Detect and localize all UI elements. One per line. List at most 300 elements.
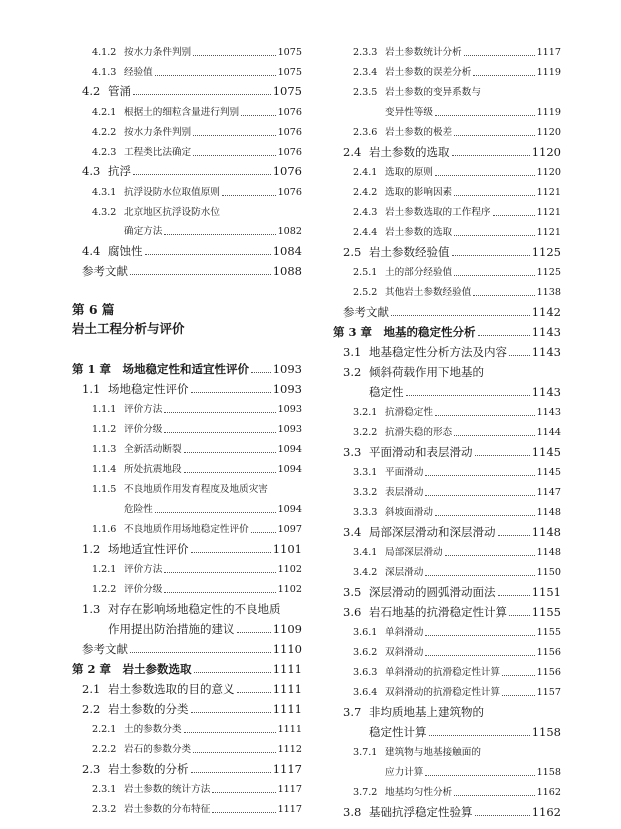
entry-title: 作用提出防治措施的建议 — [108, 621, 235, 636]
page-number: 1101 — [272, 541, 302, 556]
page-number: 1117 — [277, 784, 302, 796]
dot-leader — [429, 735, 530, 736]
page-number: 1157 — [536, 687, 561, 699]
entry-title: 岩土参数的选取 — [369, 144, 450, 159]
page-number: 1120 — [531, 144, 561, 159]
chapter-entry — [333, 324, 561, 339]
entry-title: 评价分级 — [124, 424, 163, 436]
page-number: 1125 — [531, 244, 561, 259]
dot-leader — [155, 512, 276, 513]
page-number: 1144 — [536, 427, 561, 439]
dot-leader — [193, 155, 275, 156]
entry-title: 平面滑动 — [385, 467, 424, 479]
entry-title: 表层滑动 — [385, 487, 424, 499]
page-number: 1117 — [277, 804, 302, 816]
toc-entry — [62, 148, 302, 158]
toc-entry — [62, 465, 302, 475]
entry-title: 评价方法 — [124, 564, 163, 576]
entry-title: 岩土参数统计分析 — [385, 47, 462, 59]
entry-title: 深层滑动的圆弧滑动面法 — [369, 584, 496, 599]
entry-title: 应力计算 — [385, 767, 424, 779]
entry-number: 3.3 — [343, 444, 362, 459]
toc-entry — [62, 525, 302, 535]
toc-entry — [62, 381, 302, 396]
dot-leader — [164, 412, 275, 413]
page-number: 1084 — [272, 243, 302, 258]
page-number: 1076 — [277, 147, 302, 159]
page-number: 1138 — [536, 287, 561, 299]
toc-entry — [333, 68, 561, 78]
toc-entry — [62, 188, 302, 198]
entry-title: 场地适宜性评价 — [108, 541, 189, 556]
entry-title: 管涌 — [108, 83, 131, 98]
entry-number: 1.2 — [82, 541, 101, 556]
dot-leader — [464, 55, 535, 56]
toc-entry — [333, 364, 561, 379]
entry-title: 岩土参数的分布特征 — [124, 804, 211, 816]
toc-entry — [62, 83, 302, 98]
entry-title: 岩石的参数分类 — [124, 744, 192, 756]
entry-number: 3.6.2 — [353, 647, 378, 659]
entry-number: 3.2.2 — [353, 427, 378, 439]
toc-entry — [333, 724, 561, 739]
dot-leader — [435, 515, 535, 516]
entry-title: 危险性 — [124, 504, 153, 516]
entry-title: 按水力条件判别 — [124, 127, 192, 139]
dot-leader — [184, 452, 276, 453]
entry-title: 岩土参数的极差 — [385, 127, 453, 139]
page-number: 1109 — [272, 621, 302, 636]
dot-leader — [164, 592, 275, 593]
entry-number: 3.4.2 — [353, 567, 378, 579]
entry-title: 场地稳定性评价 — [108, 381, 189, 396]
entry-number: 4.2.3 — [92, 147, 117, 159]
page-number: 1155 — [531, 604, 561, 619]
page-number: 1093 — [277, 424, 302, 436]
page-number: 1147 — [536, 487, 561, 499]
dot-leader — [191, 392, 271, 393]
page-number: 1162 — [536, 787, 561, 799]
entry-title: 变异性等级 — [385, 107, 433, 119]
entry-number: 1.1.3 — [92, 444, 117, 456]
entry-number: 3.7.1 — [353, 747, 378, 759]
dot-leader — [502, 675, 534, 676]
toc-entry — [333, 468, 561, 478]
toc-entry — [333, 768, 561, 778]
page-number: 1117 — [536, 47, 561, 59]
entry-title: 抗滑稳定性 — [385, 407, 433, 419]
entry-number: 2.3 — [82, 761, 101, 776]
entry-title: 抗浮 — [108, 163, 131, 178]
dot-leader — [498, 595, 530, 596]
dot-leader — [454, 275, 534, 276]
entry-title: 选取的原则 — [385, 167, 433, 179]
entry-number: 3.6.4 — [353, 687, 378, 699]
page-number: 1117 — [272, 761, 302, 776]
entry-title: 岩土工程分析与评价 — [72, 320, 185, 336]
page-number: 1097 — [277, 524, 302, 536]
page-number: 1148 — [536, 507, 561, 519]
dot-leader — [184, 732, 276, 733]
entry-number: 1.3 — [82, 601, 101, 616]
entry-title: 双斜滑动 — [385, 647, 424, 659]
entry-title: 腐蚀性 — [108, 243, 143, 258]
page-number: 1148 — [531, 524, 561, 539]
page-number: 1088 — [272, 263, 302, 278]
entry-title: 北京地区抗浮设防水位 — [124, 207, 220, 219]
dot-leader — [425, 495, 534, 496]
page-number: 1150 — [536, 567, 561, 579]
page-number: 1145 — [531, 444, 561, 459]
entry-title: 不良地质作用场地稳定性评价 — [124, 524, 249, 536]
toc-entry — [333, 48, 561, 58]
dot-leader — [191, 552, 271, 553]
page-number: 1121 — [536, 207, 561, 219]
toc-entry — [333, 648, 561, 658]
toc-entry — [333, 144, 561, 159]
dot-leader — [425, 575, 534, 576]
dot-leader — [509, 615, 530, 616]
entry-number: 4.2 — [82, 83, 101, 98]
dot-leader — [237, 632, 271, 633]
entry-title: 第 3 章 地基的稳定性分析 — [333, 324, 476, 339]
entry-title: 抗滑失稳的形态 — [385, 427, 453, 439]
page-number: 1075 — [277, 47, 302, 59]
toc-entry — [62, 128, 302, 138]
toc-entry — [333, 168, 561, 178]
entry-number: 1.2.2 — [92, 584, 117, 596]
entry-number: 2.2 — [82, 701, 101, 716]
entry-number: 2.2.1 — [92, 724, 117, 736]
entry-number: 3.8 — [343, 804, 362, 819]
entry-number: 3.3.2 — [353, 487, 378, 499]
page-number: 1121 — [536, 227, 561, 239]
dot-leader — [194, 672, 271, 673]
entry-title: 土的参数分类 — [124, 724, 182, 736]
entry-title: 抗浮设防水位取值原则 — [124, 187, 220, 199]
entry-number: 2.3.4 — [353, 67, 378, 79]
entry-number: 1.1.1 — [92, 404, 117, 416]
toc-entry — [333, 408, 561, 418]
entry-number: 2.1 — [82, 681, 101, 696]
page-number: 1158 — [531, 724, 561, 739]
entry-title: 其他岩土参数经验值 — [385, 287, 472, 299]
dot-leader — [435, 115, 535, 116]
entry-title: 地基稳定性分析方法及内容 — [369, 344, 507, 359]
entry-title: 第 1 章 场地稳定性和适宜性评价 — [72, 361, 250, 376]
page-number: 1093 — [277, 404, 302, 416]
toc-entry — [333, 584, 561, 599]
dot-leader — [435, 175, 535, 176]
toc-entry — [333, 788, 561, 798]
page-number: 1143 — [531, 344, 561, 359]
entry-title: 深层滑动 — [385, 567, 424, 579]
toc-entry — [333, 804, 561, 819]
entry-number: 3.2 — [343, 364, 362, 379]
entry-number: 4.1.3 — [92, 67, 117, 79]
page-number: 1125 — [536, 267, 561, 279]
toc-entry — [333, 244, 561, 259]
chapter-entry — [62, 661, 302, 676]
dot-leader — [237, 692, 271, 693]
dot-leader — [493, 215, 535, 216]
toc-entry — [62, 621, 302, 636]
dot-leader — [193, 55, 275, 56]
toc-entry — [333, 604, 561, 619]
dot-leader — [435, 415, 535, 416]
entry-number: 4.2.2 — [92, 127, 117, 139]
dot-leader — [454, 135, 534, 136]
dot-leader — [406, 395, 530, 396]
entry-title: 全新活动断裂 — [124, 444, 182, 456]
dot-leader — [191, 772, 271, 773]
entry-title: 所处抗震地段 — [124, 464, 182, 476]
part-heading — [62, 320, 302, 336]
page-number: 1119 — [536, 107, 561, 119]
page-number: 1093 — [272, 381, 302, 396]
dot-leader — [391, 315, 530, 316]
toc-entry — [62, 163, 302, 178]
dot-leader — [425, 635, 534, 636]
page-number: 1112 — [277, 744, 302, 756]
dot-leader — [473, 295, 534, 296]
chapter-entry — [62, 361, 302, 376]
entry-number: 3.1 — [343, 344, 362, 359]
toc-entry — [333, 524, 561, 539]
entry-number: 1.1.4 — [92, 464, 117, 476]
entry-number: 2.3.2 — [92, 804, 117, 816]
page-number: 1111 — [272, 701, 302, 716]
entry-number: 2.5.2 — [353, 287, 378, 299]
page-number: 1120 — [536, 127, 561, 139]
toc-entry — [333, 288, 561, 298]
dot-leader — [193, 752, 275, 753]
entry-number: 4.3 — [82, 163, 101, 178]
toc-entry — [62, 761, 302, 776]
page-number: 1156 — [536, 647, 561, 659]
toc-entry — [62, 485, 302, 495]
page-number: 1162 — [531, 804, 561, 819]
entry-number: 3.4 — [343, 524, 362, 539]
dot-leader — [454, 195, 534, 196]
toc-entry — [62, 745, 302, 755]
page-number: 1110 — [272, 641, 302, 656]
entry-title: 土的部分经验值 — [385, 267, 453, 279]
entry-title: 局部深层滑动 — [385, 547, 443, 559]
entry-title: 局部深层滑动和深层滑动 — [369, 524, 496, 539]
dot-leader — [193, 135, 275, 136]
toc-entry — [62, 541, 302, 556]
toc-entry — [62, 505, 302, 515]
page-number: 1102 — [277, 564, 302, 576]
entry-title: 岩土参数的统计方法 — [124, 784, 211, 796]
dot-leader — [502, 695, 534, 696]
entry-title: 基础抗浮稳定性验算 — [369, 804, 473, 819]
entry-number: 3.6 — [343, 604, 362, 619]
toc-entry — [62, 601, 302, 616]
dot-leader — [130, 274, 271, 275]
page-number: 1143 — [531, 324, 561, 339]
toc-entry — [62, 445, 302, 455]
page-number: 1076 — [277, 107, 302, 119]
toc-entry — [62, 208, 302, 218]
page-number: 1158 — [536, 767, 561, 779]
entry-title: 参考文献 — [343, 304, 389, 319]
references-entry — [333, 304, 561, 319]
entry-number: 3.3.1 — [353, 467, 378, 479]
toc-entry — [62, 785, 302, 795]
entry-number: 2.4.2 — [353, 187, 378, 199]
page-number: 1121 — [536, 187, 561, 199]
dot-leader — [251, 372, 271, 373]
page-number: 1143 — [531, 384, 561, 399]
dot-leader — [425, 775, 534, 776]
page-number: 1155 — [536, 627, 561, 639]
toc-entry — [333, 668, 561, 678]
toc-entry — [62, 701, 302, 716]
dot-leader — [133, 174, 271, 175]
dot-leader — [212, 792, 275, 793]
dot-leader — [164, 432, 275, 433]
page-number: 1094 — [277, 504, 302, 516]
entry-title: 评价分级 — [124, 584, 163, 596]
entry-title: 第 2 章 岩土参数选取 — [72, 661, 192, 676]
toc-entry — [333, 488, 561, 498]
page-number: 1102 — [277, 584, 302, 596]
entry-number: 2.4.3 — [353, 207, 378, 219]
entry-title: 对存在影响场地稳定性的不良地质 — [108, 601, 281, 616]
toc-entry — [62, 681, 302, 696]
entry-number: 1.1.6 — [92, 524, 117, 536]
entry-number: 2.5.1 — [353, 267, 378, 279]
entry-number: 4.1.2 — [92, 47, 117, 59]
toc-entry — [333, 128, 561, 138]
entry-number: 2.3.3 — [353, 47, 378, 59]
toc-entry — [62, 565, 302, 575]
toc-entry — [333, 688, 561, 698]
toc-entry — [62, 243, 302, 258]
entry-title: 选取的影响因素 — [385, 187, 453, 199]
entry-title: 岩土参数选取的工作程序 — [385, 207, 491, 219]
entry-title: 非均质地基上建筑物的 — [369, 704, 484, 719]
toc-entry — [333, 268, 561, 278]
entry-title: 工程类比法确定 — [124, 147, 192, 159]
toc-entry — [62, 585, 302, 595]
page-number: 1143 — [536, 407, 561, 419]
entry-number: 3.6.1 — [353, 627, 378, 639]
toc-entry — [333, 548, 561, 558]
toc-entry — [333, 208, 561, 218]
dot-leader — [425, 475, 534, 476]
toc-entry — [333, 444, 561, 459]
entry-title: 评价方法 — [124, 404, 163, 416]
dot-leader — [509, 355, 530, 356]
entry-number: 2.4.1 — [353, 167, 378, 179]
page-number: 1082 — [277, 226, 302, 238]
page-number: 1094 — [277, 464, 302, 476]
dot-leader — [212, 812, 275, 813]
references-entry — [62, 263, 302, 278]
entry-title: 岩土参数的分析 — [108, 761, 189, 776]
dot-leader — [425, 655, 534, 656]
dot-leader — [478, 335, 530, 336]
entry-title: 平面滑动和表层滑动 — [369, 444, 473, 459]
entry-number: 2.4.4 — [353, 227, 378, 239]
entry-number: 1.1 — [82, 381, 101, 396]
entry-number: 1.1.5 — [92, 484, 117, 496]
page-number: 1076 — [272, 163, 302, 178]
toc-entry — [333, 428, 561, 438]
entry-title: 第 6 篇 — [72, 301, 115, 317]
page-number: 1151 — [531, 584, 561, 599]
dot-leader — [241, 115, 275, 116]
toc-entry — [333, 88, 561, 98]
toc-entry — [333, 108, 561, 118]
dot-leader — [184, 472, 276, 473]
toc-entry — [62, 227, 302, 237]
entry-number: 3.4.1 — [353, 547, 378, 559]
dot-leader — [454, 795, 534, 796]
toc-entry — [333, 384, 561, 399]
entry-title: 参考文献 — [82, 263, 128, 278]
references-entry — [62, 641, 302, 656]
toc-entry — [62, 405, 302, 415]
dot-leader — [164, 572, 275, 573]
toc-entry — [333, 508, 561, 518]
entry-title: 地基均匀性分析 — [385, 787, 453, 799]
dot-leader — [452, 255, 530, 256]
dot-leader — [475, 815, 530, 816]
entry-number: 3.7.2 — [353, 787, 378, 799]
toc-entry — [333, 568, 561, 578]
page-number: 1119 — [536, 67, 561, 79]
page-number: 1094 — [277, 444, 302, 456]
entry-number: 4.2.1 — [92, 107, 117, 119]
dot-leader — [454, 435, 534, 436]
entry-title: 参考文献 — [82, 641, 128, 656]
entry-title: 经验值 — [124, 67, 153, 79]
toc-entry — [333, 748, 561, 758]
entry-title: 岩土参数的分类 — [108, 701, 189, 716]
dot-leader — [475, 455, 530, 456]
entry-number: 4.4 — [82, 243, 101, 258]
entry-title: 岩土参数的变异系数与 — [385, 87, 481, 99]
dot-leader — [133, 94, 271, 95]
page-number: 1093 — [272, 361, 302, 376]
dot-leader — [473, 75, 534, 76]
dot-leader — [145, 254, 271, 255]
toc-entry — [333, 228, 561, 238]
entry-number: 2.3.6 — [353, 127, 378, 139]
entry-title: 不良地质作用发育程度及地质灾害 — [124, 484, 268, 496]
entry-number: 2.3.1 — [92, 784, 117, 796]
dot-leader — [454, 235, 534, 236]
entry-title: 确定方法 — [124, 226, 163, 238]
page-number: 1111 — [272, 681, 302, 696]
entry-title: 岩土参数的误差分析 — [385, 67, 472, 79]
dot-leader — [222, 195, 276, 196]
entry-title: 稳定性 — [369, 384, 404, 399]
entry-title: 岩土参数的选取 — [385, 227, 453, 239]
entry-title: 根据土的细粒含量进行判别 — [124, 107, 240, 119]
entry-title: 双斜滑动的抗滑稳定性计算 — [385, 687, 501, 699]
toc-entry — [333, 628, 561, 638]
page-number: 1076 — [277, 187, 302, 199]
dot-leader — [452, 155, 530, 156]
dot-leader — [445, 555, 535, 556]
entry-title: 按水力条件判别 — [124, 47, 192, 59]
page-number: 1156 — [536, 667, 561, 679]
